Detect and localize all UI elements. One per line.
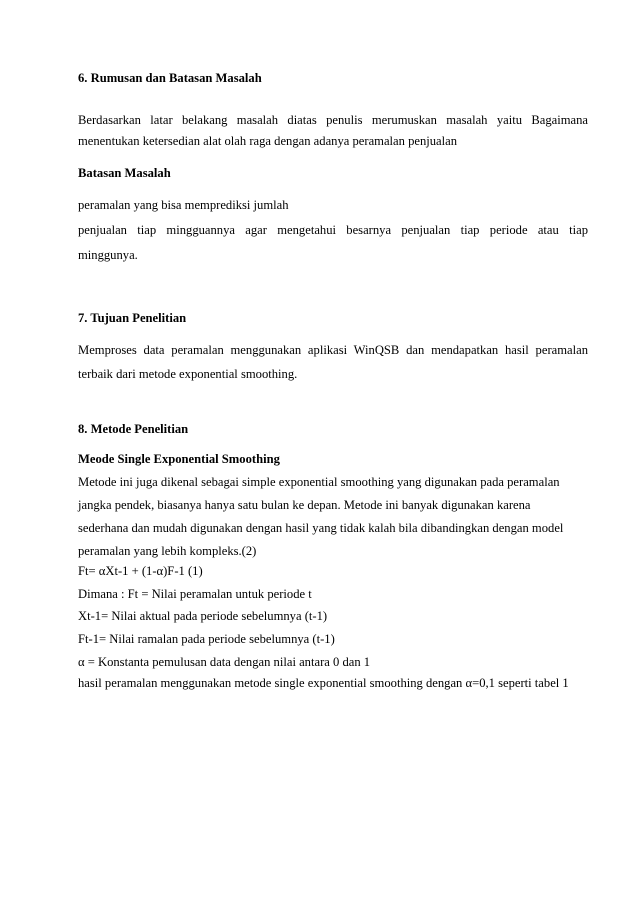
section-8-heading: 8. Metode Penelitian (78, 422, 189, 436)
single-exponential-smoothing-heading: Meode Single Exponential Smoothing (78, 452, 280, 466)
batasan-paragraph-line: penjualan tiap mingguannya agar mengetahui besarnya penjualan tiap periode atau tiap (78, 223, 588, 237)
section-6-paragraph-line: menentukan ketersedian alat olah raga dengan adanya peramalan penjualan (78, 134, 458, 148)
section-8-paragraph-line: Metode ini juga dikenal sebagai simple exponential smoothing yang digunakan pada peramalan (78, 475, 560, 489)
definition-line: Dimana : Ft = Nilai peramalan untuk periode t (78, 587, 312, 601)
section-8-paragraph-line: peramalan yang lebih kompleks.(2) (78, 544, 257, 558)
batasan-masalah-heading: Batasan Masalah (78, 166, 171, 180)
section-7-heading: 7. Tujuan Penelitian (78, 311, 187, 325)
section-8-paragraph-line: sederhana dan mudah digunakan dengan hasil yang tidak kalah bila dibandingkan dengan model (78, 521, 564, 535)
section-8-paragraph-line: jangka pendek, biasanya hanya satu bulan ke depan. Metode ini banyak digunakan karena (78, 498, 531, 512)
definition-line: α = Konstanta pemulusan data dengan nilai antara 0 dan 1 (78, 655, 371, 669)
closing-line: hasil peramalan menggunakan metode single exponential smoothing dengan α=0,1 seperti tabel 1 (78, 676, 569, 690)
definition-line: Xt-1= Nilai aktual pada periode sebelumnya (t-1) (78, 609, 328, 623)
definition-line: Ft-1= Nilai ramalan pada periode sebelumnya (t-1) (78, 632, 335, 646)
section-6-heading: 6. Rumusan dan Batasan Masalah (78, 71, 262, 85)
formula-line: Ft= αXt-1 + (1-α)F-1 (1) (78, 564, 203, 578)
batasan-paragraph-line: minggunya. (78, 248, 138, 262)
section-6-paragraph-line: Berdasarkan latar belakang masalah diatas penulis merumuskan masalah yaitu Bagaimana (78, 113, 588, 127)
section-7-paragraph-line: Memproses data peramalan menggunakan aplikasi WinQSB dan mendapatkan hasil peramalan (78, 343, 588, 357)
section-7-paragraph-line: terbaik dari metode exponential smoothing. (78, 367, 298, 381)
batasan-paragraph-line: peramalan yang bisa memprediksi jumlah (78, 198, 289, 212)
